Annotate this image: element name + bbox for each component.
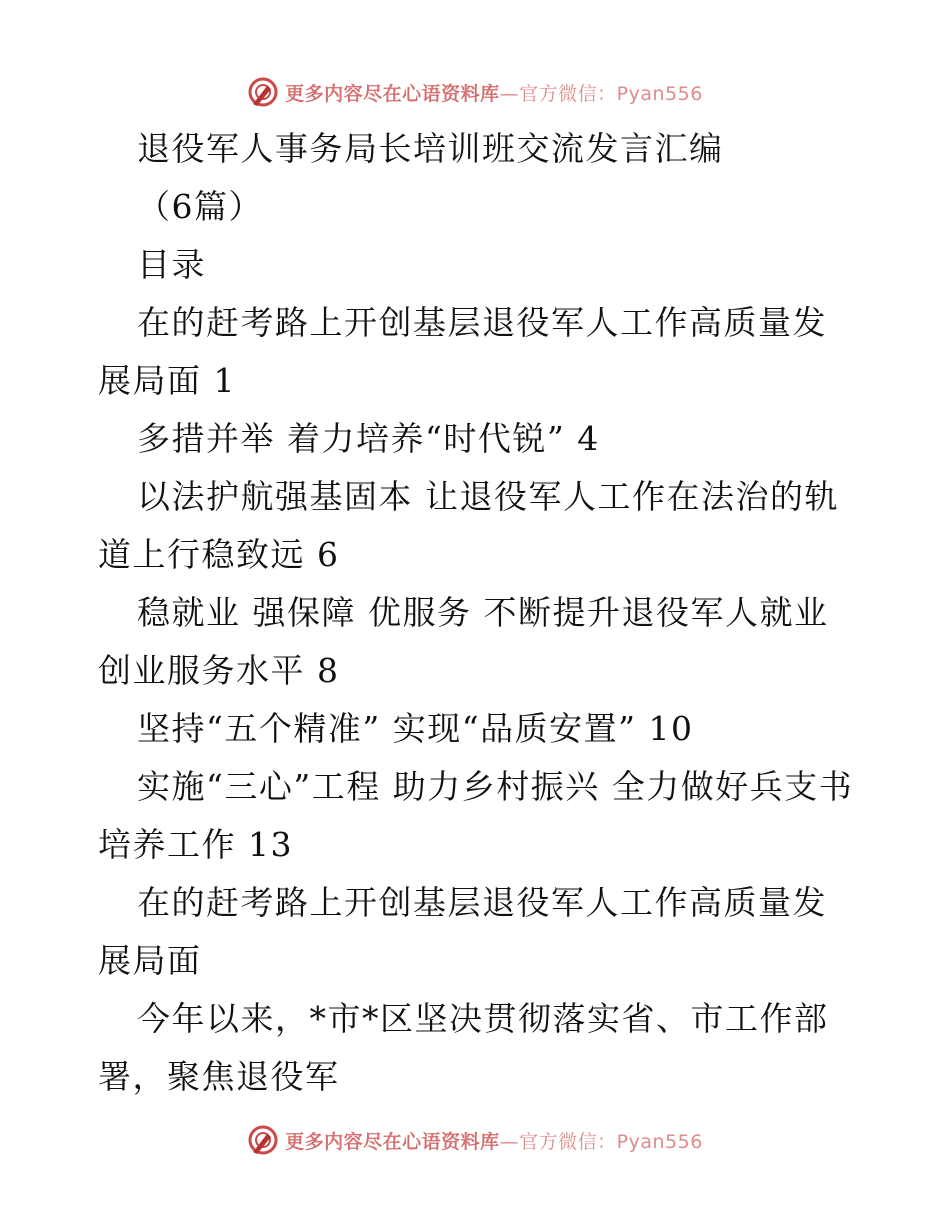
toc-item: 实施“三心”工程 助力乡村振兴 全力做好兵支书培养工作 13: [98, 767, 854, 864]
watermark-contact: 官方微信：Pyan556: [519, 82, 703, 105]
toc-item: 稳就业 强保障 优服务 不断提升退役军人就业创业服务水平 8: [98, 593, 829, 690]
toc-heading: 目录: [137, 245, 206, 284]
pen-logo-icon: [247, 76, 279, 108]
document-subtitle: （6篇）: [137, 187, 263, 226]
section-heading: 在的赶考路上开创基层退役军人工作高质量发展局面: [98, 883, 827, 980]
watermark-separator: —: [499, 1130, 520, 1153]
watermark-text: [285, 1127, 703, 1154]
watermark-site: 更多内容尽在心语资料库: [285, 1130, 500, 1153]
document-body: [98, 120, 858, 1106]
pen-logo-icon: [247, 1124, 279, 1156]
watermark-separator: —: [499, 82, 520, 105]
watermark-contact: 官方微信：Pyan556: [519, 1130, 703, 1153]
toc-item: 以法护航强基固本 让退役军人工作在法治的轨道上行稳致远 6: [98, 477, 839, 574]
toc-item: 坚持“五个精准” 实现“品质安置” 10: [137, 709, 694, 748]
toc-item: 在的赶考路上开创基层退役军人工作高质量发展局面 1: [98, 303, 827, 400]
watermark-text: [285, 79, 703, 106]
watermark-site: 更多内容尽在心语资料库: [285, 82, 500, 105]
body-paragraph: 今年以来，*市*区坚决贯彻落实省、市工作部署，聚焦退役军: [98, 999, 829, 1096]
document-title: 退役军人事务局长培训班交流发言汇编: [137, 129, 724, 168]
toc-item: 多措并举 着力培养“时代锐” 4: [137, 419, 600, 458]
watermark-footer: [0, 1118, 950, 1162]
watermark-header: [0, 70, 950, 114]
